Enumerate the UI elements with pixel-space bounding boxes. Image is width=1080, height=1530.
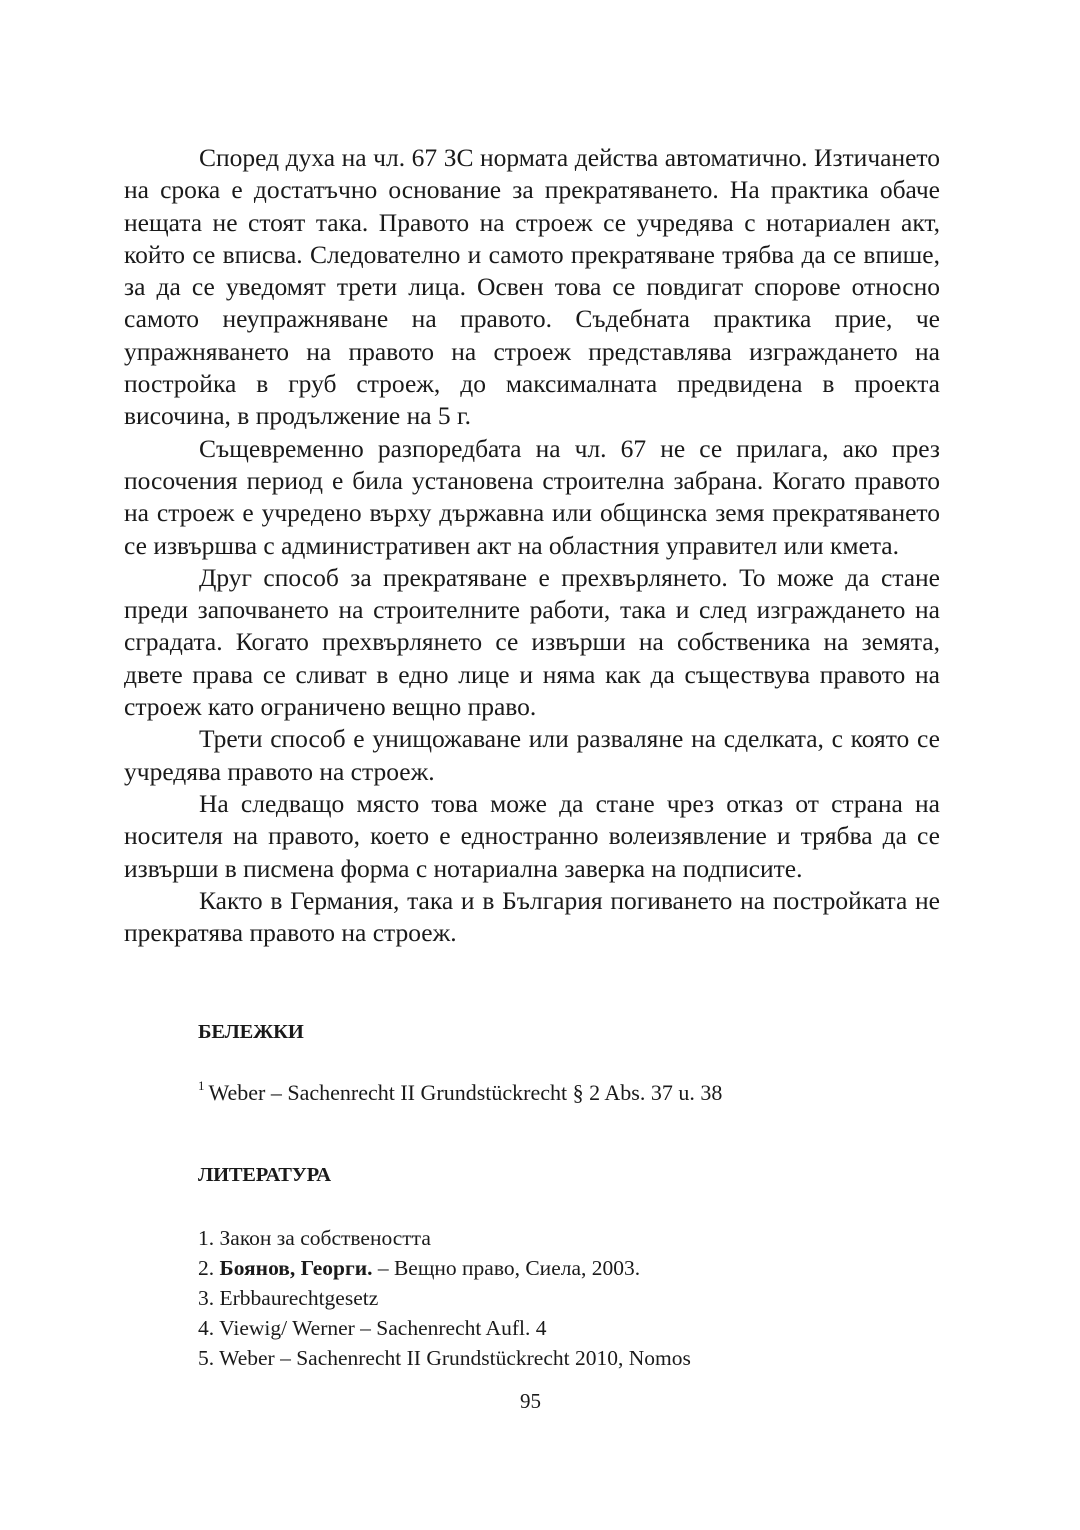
item-author: Боянов, Георги. xyxy=(219,1256,373,1280)
item-number: 2. xyxy=(198,1256,215,1280)
notes-heading: БЕЛЕЖКИ xyxy=(198,1021,304,1043)
list-item xyxy=(198,1313,691,1343)
item-number: 3. xyxy=(198,1286,215,1310)
item-text: – Вещно право, Сиела, 2003. xyxy=(377,1256,641,1280)
footnote xyxy=(198,1078,722,1106)
item-number: 1. xyxy=(198,1226,215,1250)
item-text: Erbbaurechtgesetz xyxy=(219,1286,379,1310)
item-text: Закон за собствеността xyxy=(219,1226,431,1250)
list-item xyxy=(198,1283,691,1313)
item-number: 5. xyxy=(198,1346,215,1370)
list-item xyxy=(198,1253,691,1283)
paragraph: Друг способ за прекратяване е прехвърлянето. То може да стане преди започването на строителните работи, така и след изграждането на сградата. Когато прехвърлянето се извърши на собственика на земята, двете права се сливат в едно лице и няма как да съществува правото на строеж като ограничено вещно право. xyxy=(124,562,940,722)
literature-list xyxy=(198,1223,691,1373)
paragraph: На следващо място това може да стане чрез отказ от страна на носителя на правото, което е едностранно волеизявление и трябва да се извърши в писмена форма с нотариална заверка на подписите. xyxy=(124,788,940,883)
item-text: Viewig/ Werner – Sachenrecht Aufl. 4 xyxy=(219,1316,547,1340)
page-number: 95 xyxy=(520,1389,541,1413)
list-item xyxy=(198,1223,691,1253)
body-text xyxy=(124,142,940,949)
paragraph: Според духа на чл. 67 ЗС нормата действа автоматично. Изтичането на срока е достатъчно основание за прекратяването. На практика обаче нещата не стоят така. Правото на строеж се учредява с нотариален акт, който се вписва. Следователно и самото прекратяване трябва да се впише, за да се уведомят трети лица. Освен това се повдигат спорове относно самото неупражняване на правото. Съдебната практика прие, че упражняването на правото на строеж представлява изграждането на постройка в груб строеж, до максималната предвидена в проекта височина, в продължение на 5 г. xyxy=(124,143,940,431)
paragraph: Както в Германия, така и в България погиването на постройката не прекратява правото на строеж. xyxy=(124,885,940,948)
paragraph: Същевременно разпоредбата на чл. 67 не се прилага, ако през посочения период е била установена строителна забрана. Когато правото на строеж е учредено върху държавна или общинска земя прекратяването се извършва с административен акт на областния управител или кмета. xyxy=(124,433,940,560)
item-text: Weber – Sachenrecht II Grundstückrecht 2010, Nomos xyxy=(219,1346,691,1370)
literature-heading: ЛИТЕРАТУРА xyxy=(198,1164,331,1186)
footnote-text: Weber – Sachenrecht II Grundstückrecht § 2 Abs. 37 u. 38 xyxy=(208,1080,723,1105)
item-number: 4. xyxy=(198,1316,215,1340)
list-item xyxy=(198,1343,691,1373)
footnote-marker: 1 xyxy=(198,1078,205,1093)
paragraph: Трети способ е унищожаване или разваляне на сделката, с която се учредява правото на строеж. xyxy=(124,724,940,786)
